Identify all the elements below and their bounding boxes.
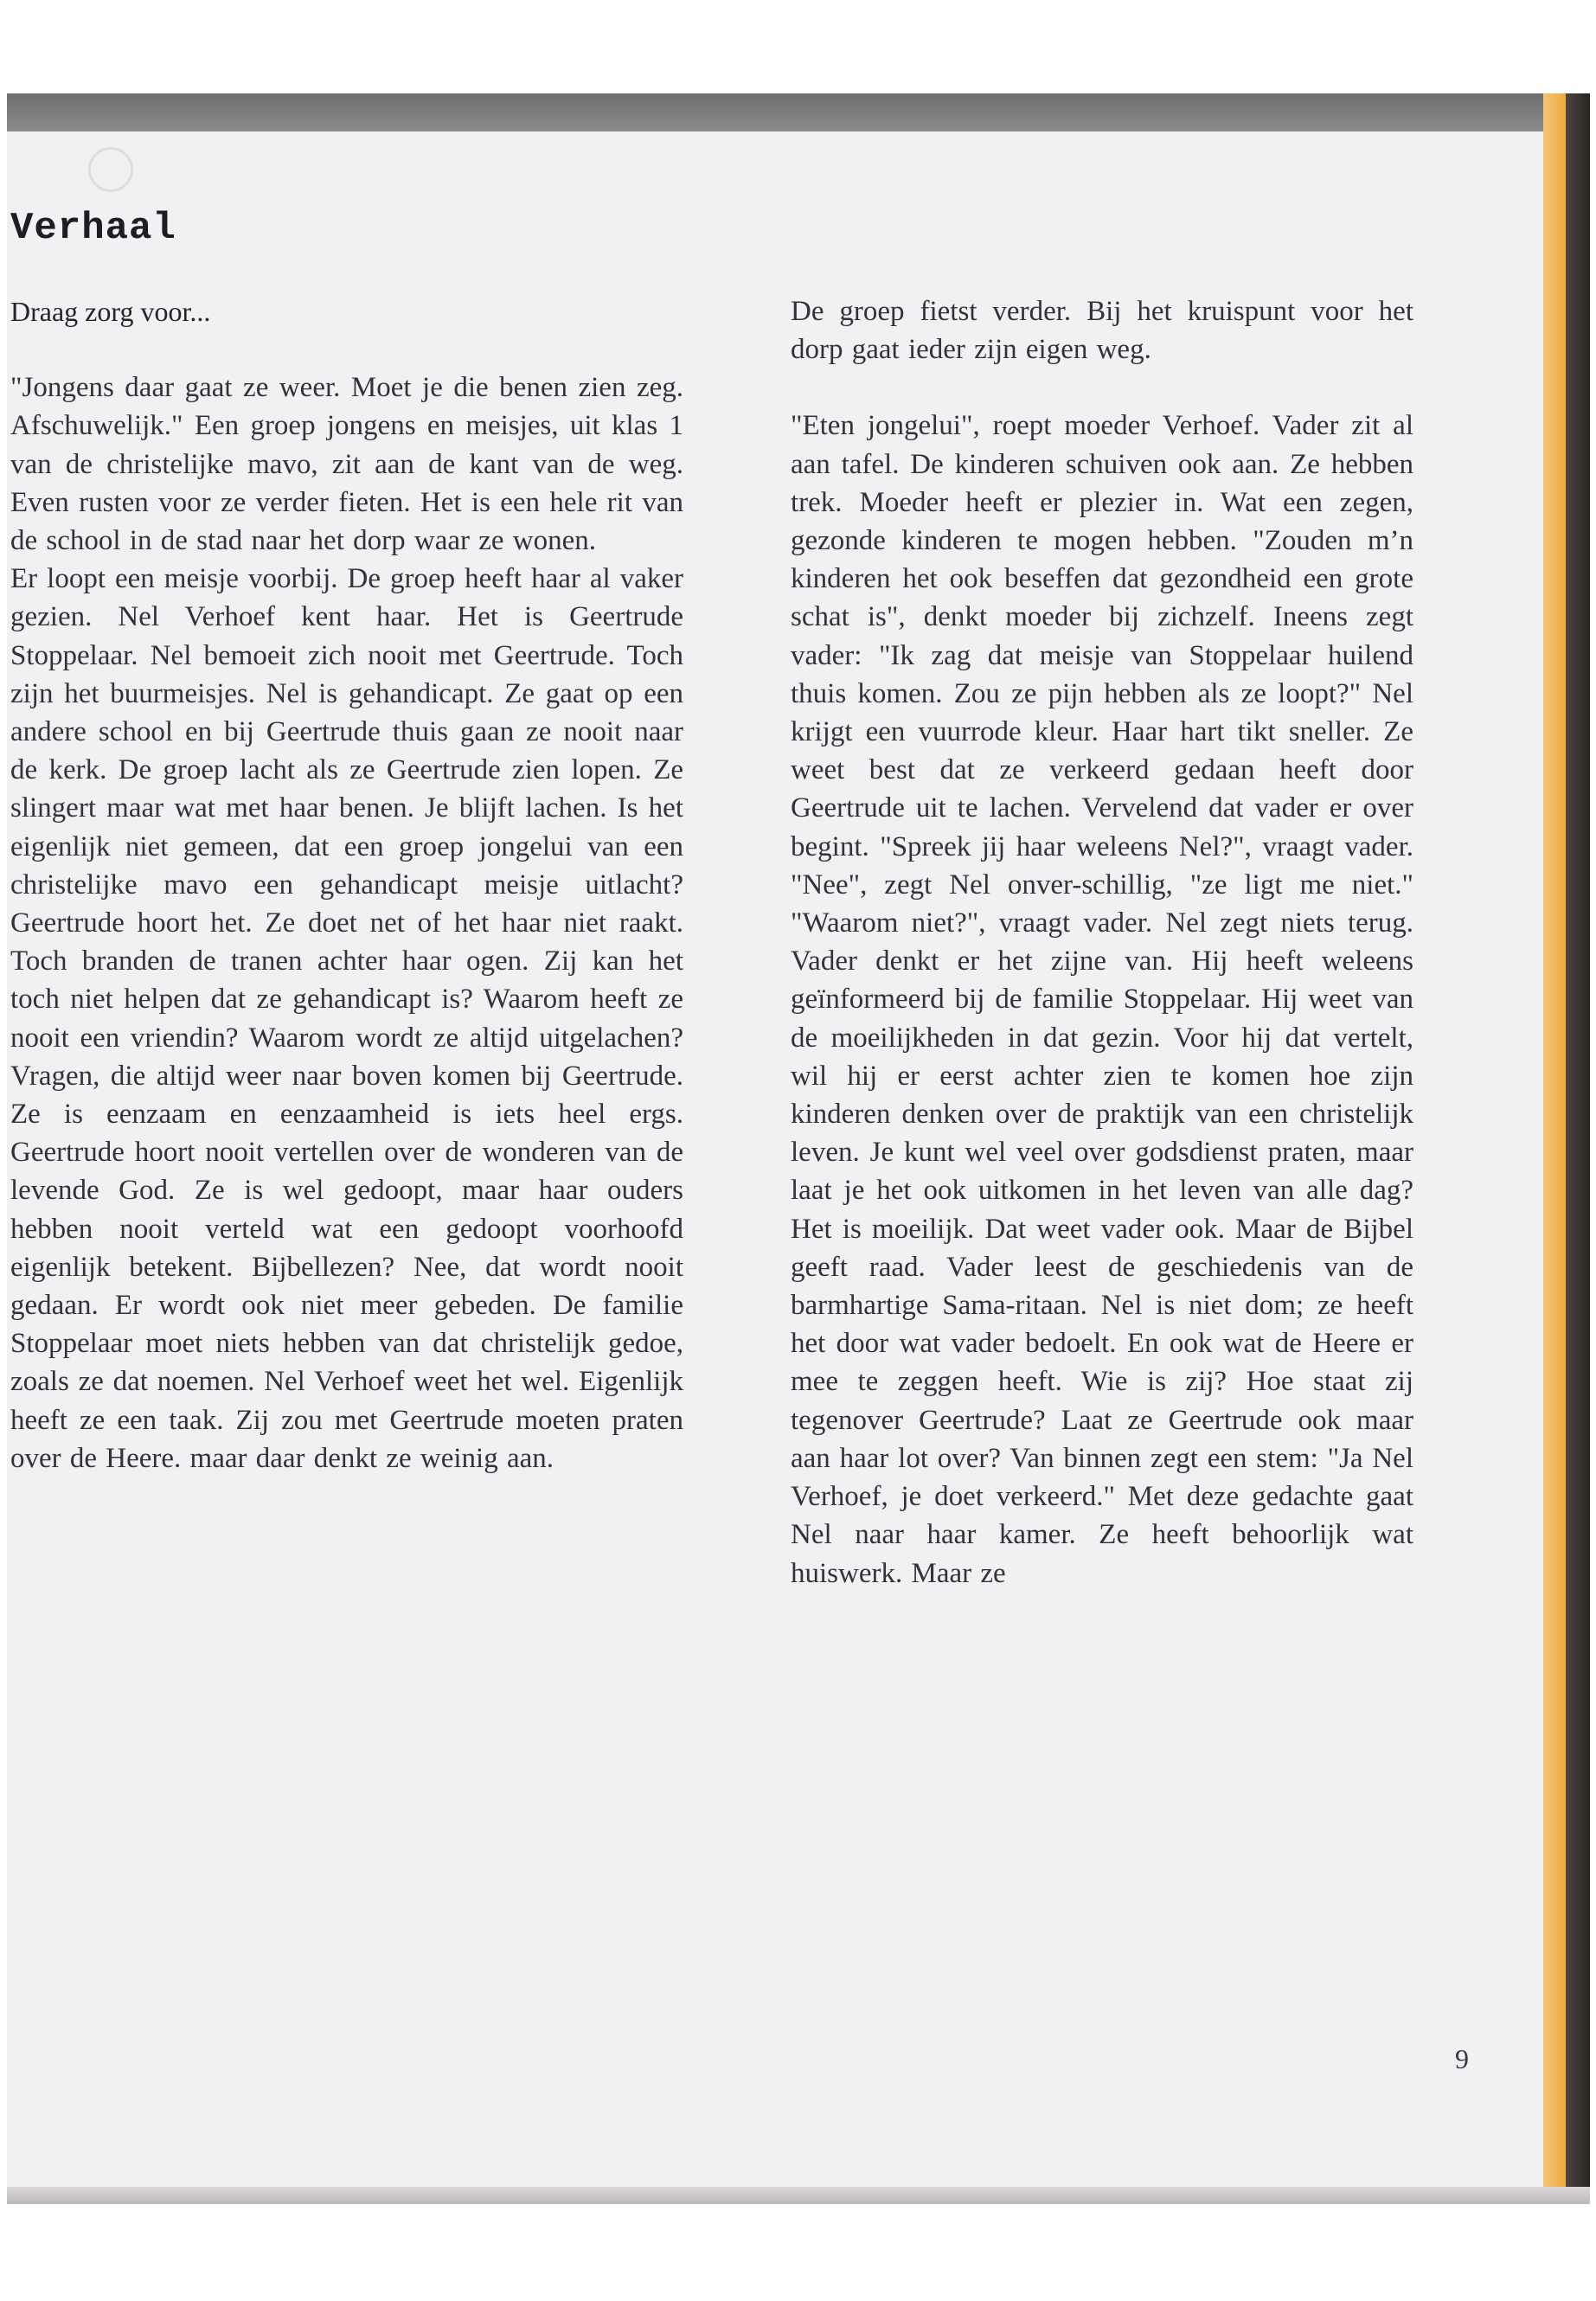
- article-paragraph: "Eten jongelui", roept moeder Verhoef. Vader zit al aan tafel. De kinderen schuiven ook aan. Ze hebben trek. Moeder heeft er plezier in. Wat een zegen, gezonde kinderen te mogen hebben. "Zouden m’n kinderen het ook beseffen dat gezondheid een grote schat is", denkt moeder bij zichzelf. Ineens zegt vader: "Ik zag dat meisje van Stoppelaar huilend thuis komen. Zou ze pijn hebben als ze loopt?" Nel krijgt een vuurrode kleur. Haar hart tikt sneller. Ze weet best dat ze verkeerd gedaan heeft door Geertrude uit te lachen. Vervelend dat vader er over begint. "Spreek jij haar weleens Nel?", vraagt vader. "Nee", zegt Nel onver-schillig, "ze ligt me niet." "Waarom niet?", vraagt vader. Nel zegt niets terug. Vader denkt er het zijne van. Hij heeft weleens geïnformeerd bij de familie Stoppelaar. Hij weet van de moeilijkheden in dat gezin. Voor hij dat vertelt, wil hij er eerst achter zien te komen hoe zijn kinderen denken over de praktijk van een christelijk leven. Je kunt wel veel over godsdienst praten, maar laat je het ook uitkomen in het leven van alle dag? Het is moeilijk. Dat weet vader ook. Maar de Bijbel geeft raad. Vader leest de geschiedenis van de barmhartige Sama-ritaan. Nel is niet dom; ze heeft het door wat vader bedoelt. En ook wat de Heere er mee te zeggen heeft. Wie is zij? Hoe staat zij tegenover Geertrude? Laat ze Geertrude ook maar aan haar lot over? Van binnen zegt een stem: "Ja Nel Verhoef, je doet verkeerd." Met deze gedachte gaat Nel naar haar kamer. Ze heeft behoorlijk wat huiswerk. Maar ze: [791, 410, 1413, 1589]
- bleed-through-mark: [88, 147, 133, 192]
- page-cover-edge: [1566, 93, 1590, 2204]
- article-paragraph: De groep fietst verder. Bij het kruispunt voor het dorp gaat ieder zijn eigen weg.: [791, 296, 1413, 366]
- heading-spacer: [10, 330, 683, 369]
- section-label: Verhaal: [10, 207, 176, 250]
- page-spine-orange: [1543, 93, 1566, 2204]
- right-column: [791, 292, 1413, 1593]
- page-bottom-edge: [7, 2187, 1590, 2204]
- paragraph-spacer: [791, 369, 1413, 407]
- article-paragraph: "Jongens daar gaat ze weer. Moet je die benen zien zeg. Afschuwelijk." Een groep jongens en meisjes, uit klas 1 van de christelijke mavo, zit aan de kant van de weg. Even rusten voor ze verder fieten. Het is een hele rit van de school in de stad naar het dorp waar ze wonen.: [10, 372, 683, 557]
- article-heading: Draag zorg voor...: [10, 296, 211, 327]
- page-top-shadow: [7, 93, 1590, 131]
- page-number: 9: [1455, 2043, 1469, 2074]
- article-paragraph: Er loopt een meisje voorbij. De groep heeft haar al vaker gezien. Nel Verhoef kent haar. Het is Geertrude Stoppelaar. Nel bemoeit zich nooit met Geertrude. Toch zijn het buurmeisjes. Nel is gehandicapt. Ze gaat op een andere school en bij Geertrude thuis gaan ze nooit naar de kerk. De groep lacht als ze Geertrude zien lopen. Ze slingert maar wat met haar benen. Je blijft lachen. Is het eigenlijk niet gemeen, dat een groep jongelui van een christelijke mavo een gehandicapt meisje uitlacht? Geertrude hoort het. Ze doet net of het haar niet raakt. Toch branden de tranen achter haar ogen. Zij kan het toch niet helpen dat ze gehandicapt is? Waarom heeft ze nooit een vriendin? Waarom wordt ze altijd uitgelachen? Vragen, die altijd weer naar boven komen bij Geertrude. Ze is eenzaam en eenzaamheid is iets heel ergs. Geertrude hoort nooit vertellen over de wonderen van de levende God. Ze is wel gedoopt, maar haar ouders hebben nooit verteld wat een gedoopt voorhoofd eigenlijk betekent. Bijbellezen? Nee, dat wordt nooit gedaan. Er wordt ook niet meer gebeden. De familie Stoppelaar moet niets hebben van dat christelijk gedoe, zoals ze dat noemen. Nel Verhoef weet het wel. Eigenlijk heeft ze een taak. Zij zou met Geertrude moeten praten over de Heere. maar daar denkt ze weinig aan.: [10, 563, 683, 1474]
- left-column: [10, 292, 683, 1477]
